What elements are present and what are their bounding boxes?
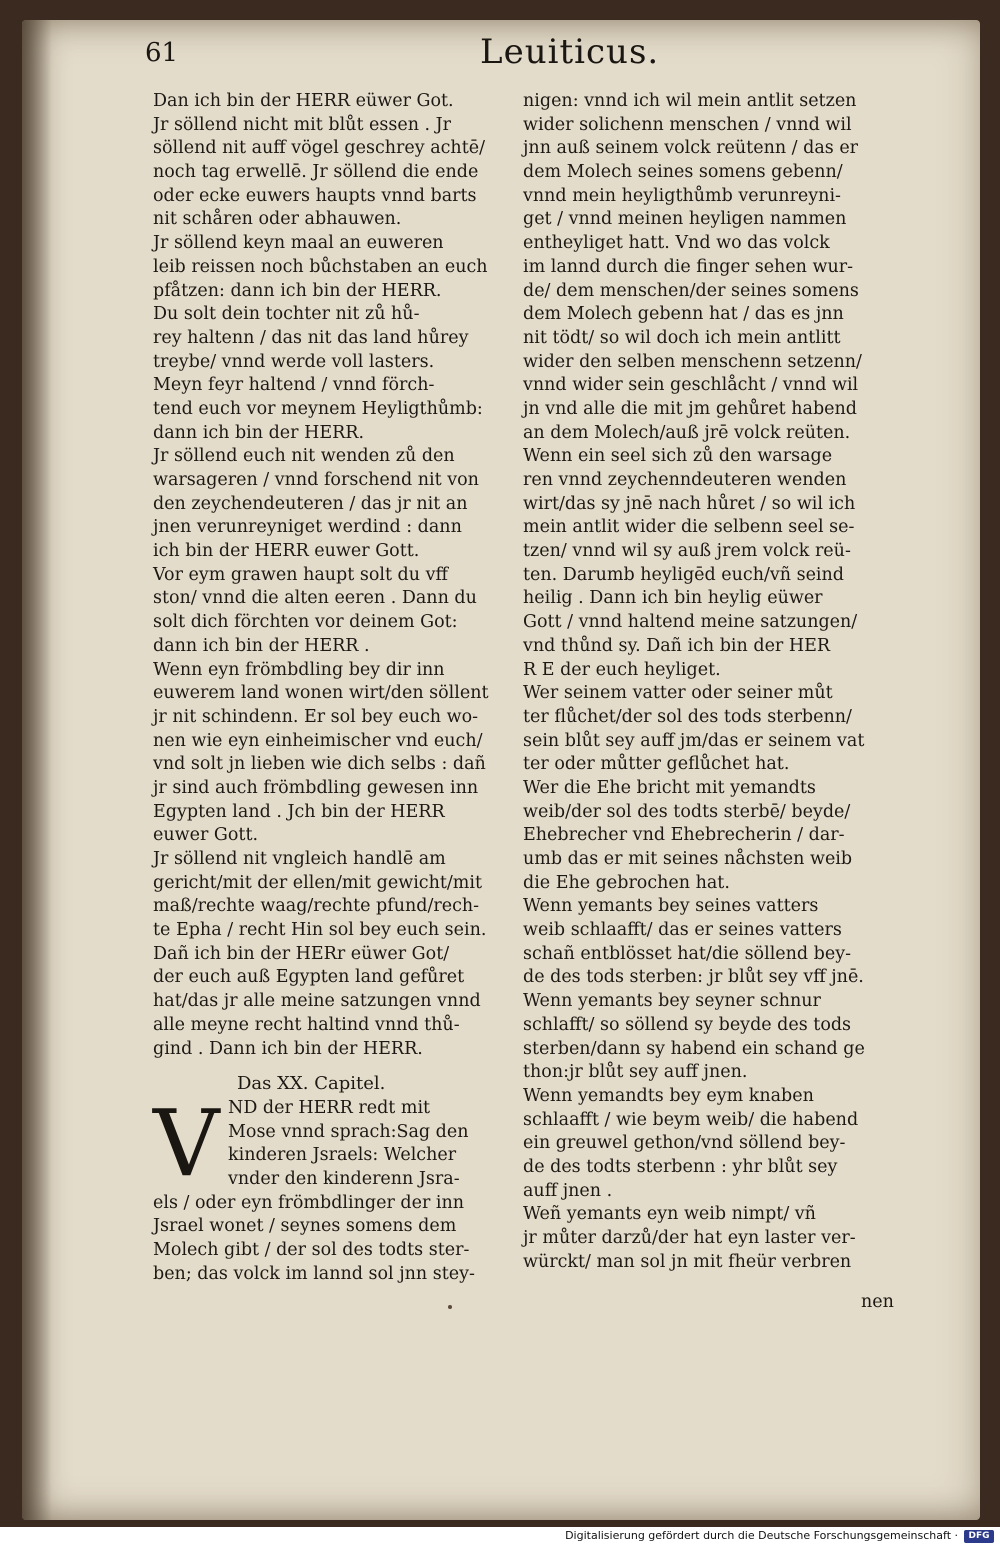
text-line: wider den selben menschenn setzenn/ xyxy=(523,351,862,372)
text-line: weib schlaafft/ das er seines vatters xyxy=(523,920,842,941)
running-title: Leuiticus. xyxy=(480,32,660,72)
text-line: rey haltenn / das nit das land hůrey xyxy=(153,327,469,348)
text-line: würckt/ man sol jn mit fheür verbren xyxy=(523,1251,852,1272)
folio-number: 61 xyxy=(145,38,179,68)
text-line: schlafft/ so söllend sy beyde des tods xyxy=(523,1014,852,1035)
text-line: noch tag erwellē. Jr söllend die ende xyxy=(153,162,479,183)
text-line: ich bin der HERR euwer Gott. xyxy=(153,541,420,562)
text-line: kinderen Jsraels: Welcher xyxy=(228,1145,457,1166)
text-line: ben; das volck im lannd sol jnn stey- xyxy=(153,1263,475,1284)
text-line: umb das er mit seines nåchsten weib xyxy=(523,849,853,869)
text-line: Ehebrecher vnd Ehebrecherin / dar- xyxy=(523,825,845,846)
page-spine-shadow xyxy=(22,20,52,1520)
text-line: oder ecke euwers haupts vnnd barts xyxy=(153,185,477,206)
text-line: R E der euch heyliget. xyxy=(523,659,721,680)
right-text-column xyxy=(523,90,865,1274)
text-line: nigen: vnnd ich wil mein antlit setzen xyxy=(523,91,857,111)
text-line: nen wie eyn einheimischer vnd euch/ xyxy=(153,730,483,751)
text-line: Egypten land . Jch bin der HERR xyxy=(153,801,445,822)
text-line: nit tödt/ so wil doch ich mein antlitt xyxy=(523,327,841,348)
text-line: maß/rechte waag/rechte pfund/rech- xyxy=(153,896,480,917)
text-line: euwerem land wonen wirt/den söllent xyxy=(153,683,489,704)
text-line: Dañ ich bin der HERr eüwer Got/ xyxy=(153,943,450,964)
funding-credit: Digitalisierung gefördert durch die Deutsche Forschungsgemeinschaft · xyxy=(565,1529,958,1542)
text-line: wirt/das sy jnē nach hůret / so wil ich xyxy=(523,493,856,514)
text-line: Du solt dein tochter nit zů hů- xyxy=(153,304,420,325)
text-line: an dem Molech/auß jrē volck reüten. xyxy=(523,422,851,443)
text-line: leib reissen noch bůchstaben an euch xyxy=(153,256,488,277)
text-line: die Ehe gebrochen hat. xyxy=(523,872,730,893)
text-line: thon:jr blůt sey auff jnen. xyxy=(523,1062,748,1083)
text-line: dem Molech seines somens gebenn/ xyxy=(523,162,843,183)
text-line: vnd thůnd sy. Dañ ich bin der HER xyxy=(523,635,831,656)
text-line: te Epha / recht Hin sol bey euch sein. xyxy=(153,920,487,941)
text-line: Molech gibt / der sol des todts ster- xyxy=(153,1240,470,1261)
text-line: ten. Darumb heyligēd euch/vñ seind xyxy=(523,564,844,585)
text-line: heilig . Dann ich bin heylig eüwer xyxy=(523,588,823,609)
text-line: sterben/dann sy habend ein schand ge xyxy=(523,1038,865,1059)
text-line: pfåtzen: dann ich bin der HERR. xyxy=(153,280,442,301)
text-line: mein antlit wider die selbenn seel se- xyxy=(523,517,855,538)
page-header xyxy=(0,32,1000,88)
text-line: alle meyne recht haltind vnnd thů- xyxy=(153,1014,460,1035)
text-line: Gott / vnnd haltend meine satzungen/ xyxy=(523,612,858,633)
text-line: get / vnnd meinen heyligen nammen xyxy=(523,209,847,230)
text-line: söllend nit auff vögel geschrey achtē/ xyxy=(153,138,485,159)
text-line: de des todts sterbenn : yhr blůt sey xyxy=(523,1156,838,1177)
text-line: ston/ vnnd die alten eeren . Dann du xyxy=(153,588,477,609)
text-line: Vor eym grawen haupt solt du vff xyxy=(153,564,448,585)
text-line: Jr söllend keyn maal an euweren xyxy=(153,233,444,254)
text-line: Jr söllend nit vngleich handlē am xyxy=(153,849,446,869)
text-line: hat/das jr alle meine satzungen vnnd xyxy=(153,991,481,1012)
text-line: Wer die Ehe bricht mit yemandts xyxy=(523,777,816,798)
text-line: jnen verunreyniget werdind : dann xyxy=(153,517,462,538)
text-line: Wenn yemants bey seyner schnur xyxy=(523,991,821,1012)
catchword: nen xyxy=(861,1292,894,1312)
text-line: Jr söllend euch nit wenden zů den xyxy=(153,446,455,467)
text-line: wider solichenn menschen / vnnd wil xyxy=(523,114,852,135)
text-line: Weñ yemants eyn weib nimpt/ vñ xyxy=(523,1204,816,1225)
dfg-logo: DFG xyxy=(964,1530,994,1543)
text-line: dann ich bin der HERR . xyxy=(153,635,370,656)
text-line: Wenn yemandts bey eym knaben xyxy=(523,1085,814,1106)
text-line: der euch auß Egypten land gefůret xyxy=(153,967,465,988)
text-line: weib/der sol des todts sterbē/ beyde/ xyxy=(523,801,851,822)
text-line: ein greuwel gethon/vnd söllend bey- xyxy=(523,1133,846,1154)
text-line: Jsrael wonet / seynes somens dem xyxy=(153,1216,457,1237)
text-line: jnn auß seinem volck reütenn / das er xyxy=(523,138,859,159)
text-line: ter oder můtter geflůchet hat. xyxy=(523,754,790,775)
text-line: Wenn ein seel sich zů den warsage xyxy=(523,446,833,467)
text-line: tend euch vor meynem Heyligthůmb: xyxy=(153,398,483,419)
text-line: warsageren / vnnd forschend nit von xyxy=(153,470,479,490)
text-line: Wenn yemants bey seines vatters xyxy=(523,896,819,917)
page-mark xyxy=(448,1305,452,1309)
text-line: els / oder eyn frömbdlinger der inn xyxy=(153,1192,465,1213)
text-line: tzen/ vnnd wil sy auß jrem volck reü- xyxy=(523,541,851,562)
text-line: entheyliget hatt. Vnd wo das volck xyxy=(523,233,830,254)
text-line: Wer seinem vatter oder seiner můt xyxy=(523,683,833,704)
chapter-opening-text xyxy=(153,1090,483,1287)
text-line: ter flůchet/der sol des tods sterbenn/ xyxy=(523,706,852,727)
text-line: vnd solt jn lieben wie dich selbs : dañ xyxy=(153,754,486,775)
text-line: schañ entblösset hat/die söllend bey- xyxy=(523,943,852,964)
text-line: vnnd mein heyligthůmb verunreyni- xyxy=(523,185,841,206)
text-line: treybe/ vnnd werde voll lasters. xyxy=(153,351,435,372)
text-line: sein blůt sey auff jm/das er seinem vat xyxy=(523,730,865,751)
text-line: schlaafft / wie beym weib/ die habend xyxy=(523,1109,859,1130)
text-line: gind . Dann ich bin der HERR. xyxy=(153,1038,423,1059)
text-line: jr sind auch frömbdling gewesen inn xyxy=(153,777,479,798)
text-line: dem Molech gebenn hat / das es jnn xyxy=(523,304,844,325)
text-line: de/ dem menschen/der seines somens xyxy=(523,280,859,301)
text-line: vnder den kinderenn Jsra- xyxy=(228,1169,460,1190)
text-line: euwer Gott. xyxy=(153,825,259,846)
text-line: gericht/mit der ellen/mit gewicht/mit xyxy=(153,872,483,893)
text-line: dann ich bin der HERR. xyxy=(153,422,365,443)
digitization-footer xyxy=(0,1527,1000,1547)
text-line: de des tods sterben: jr blůt sey vff jnē. xyxy=(523,967,864,988)
drop-cap: V xyxy=(153,1090,220,1197)
text-line: ren vnnd zeychenndeuteren wenden xyxy=(523,470,847,490)
text-line: jn vnd alle die mit jm gehůret habend xyxy=(523,398,857,419)
text-line: Mose vnnd sprach:Sag den xyxy=(228,1121,469,1142)
left-text-column xyxy=(153,90,489,1061)
text-line: solt dich förchten vor deinem Got: xyxy=(153,612,458,633)
chapter-heading: Das XX. Capitel. xyxy=(237,1073,386,1094)
text-line: auff jnen . xyxy=(523,1180,613,1201)
text-line: Dan ich bin der HERR eüwer Got. xyxy=(153,91,454,111)
text-line: Jr söllend nicht mit blůt essen . Jr xyxy=(153,114,452,135)
text-line: jr nit schindenn. Er sol bey euch wo- xyxy=(153,706,479,727)
text-line: ND der HERR redt mit xyxy=(228,1098,431,1118)
text-line: Meyn feyr haltend / vnnd förch- xyxy=(153,375,435,396)
text-line: vnnd wider sein geschlåcht / vnnd wil xyxy=(523,375,859,396)
text-line: Wenn eyn frömbdling bey dir inn xyxy=(153,659,445,680)
text-line: den zeychendeuteren / das jr nit an xyxy=(153,493,468,514)
text-line: nit schåren oder abhauwen. xyxy=(153,209,402,230)
text-line: jr můter darzů/der hat eyn laster ver- xyxy=(523,1228,856,1248)
text-line: im lannd durch die finger sehen wur- xyxy=(523,256,854,277)
